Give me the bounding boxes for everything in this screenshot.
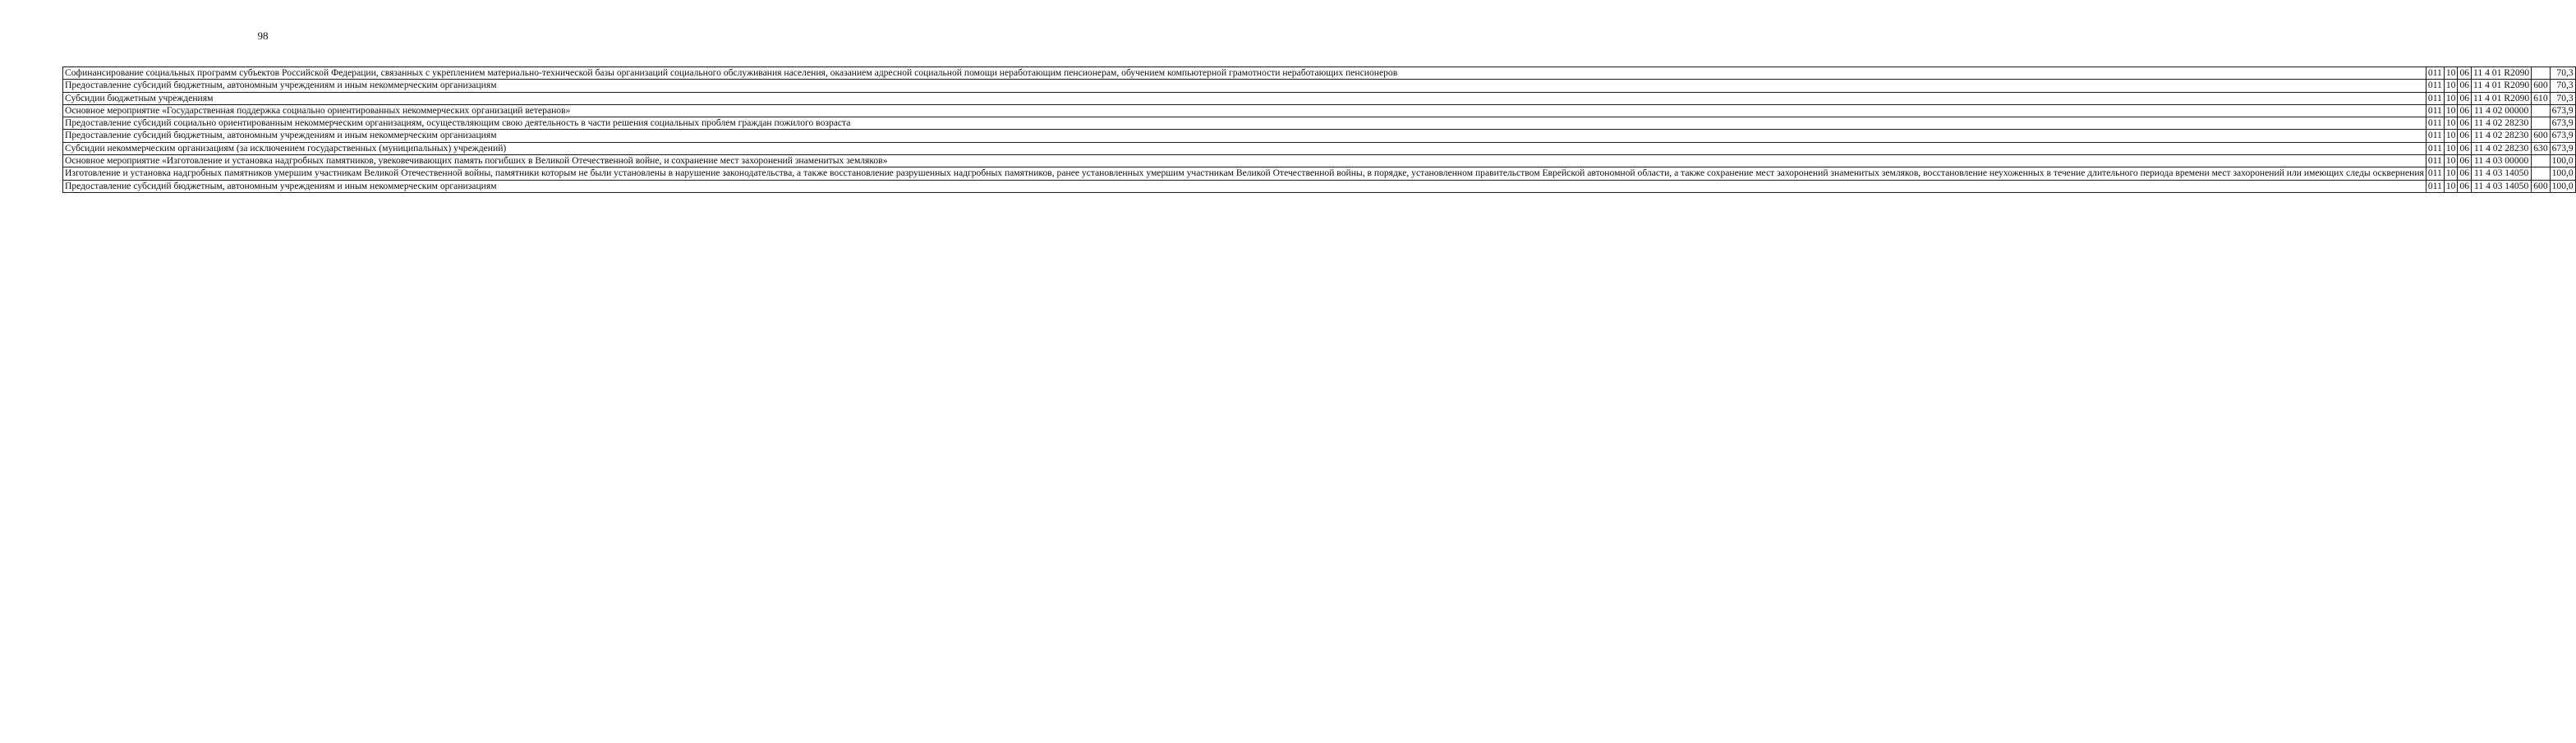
section-code: 10 [2444, 117, 2458, 130]
sum-value: 100,0 [2550, 167, 2575, 180]
sum-value: 70,3 [2550, 67, 2575, 80]
sum-value: 100,0 [2550, 155, 2575, 167]
target-article-code: 11 4 03 14050 [2472, 167, 2532, 180]
subsection-code: 06 [2458, 104, 2472, 117]
row-name: Предоставление субсидий бюджетным, автономным учреждениям и иным некоммерческим организациям [63, 180, 2426, 192]
sum-value: 70,3 [2550, 92, 2575, 104]
table-row [63, 167, 2576, 180]
subsection-code: 06 [2458, 92, 2472, 104]
expense-type-code: 610 [2532, 92, 2550, 104]
row-name: Основное мероприятие «Государственная поддержка социально ориентированных некоммерческих организаций ветеранов» [63, 104, 2426, 117]
ministry-code: 011 [2426, 155, 2444, 167]
page-number: 98 [257, 30, 269, 42]
subsection-code: 06 [2458, 155, 2472, 167]
sum-value: 673,9 [2550, 117, 2575, 130]
subsection-code: 06 [2458, 142, 2472, 154]
target-article-code: 11 4 01 R2090 [2472, 67, 2532, 80]
section-code: 10 [2444, 180, 2458, 192]
target-article-code: 11 4 02 28230 [2472, 117, 2532, 130]
sum-value: 673,9 [2550, 130, 2575, 142]
expense-type-code: 600 [2532, 80, 2550, 92]
row-name: Субсидии бюджетным учреждениям [63, 92, 2426, 104]
target-article-code: 11 4 01 R2090 [2472, 80, 2532, 92]
expense-type-code [2532, 155, 2550, 167]
target-article-code: 11 4 03 14050 [2472, 180, 2532, 192]
sum-value: 70,3 [2550, 80, 2575, 92]
table-row [63, 117, 2576, 130]
subsection-code: 06 [2458, 167, 2472, 180]
target-article-code: 11 4 01 R2090 [2472, 92, 2532, 104]
section-code: 10 [2444, 67, 2458, 80]
subsection-code: 06 [2458, 80, 2472, 92]
ministry-code: 011 [2426, 80, 2444, 92]
row-name: Изготовление и установка надгробных памятников умершим участникам Великой Отечественной войны, памятники которым не были установлены в нарушение законодательства, а также восстановление разрушенных надгробных памятников, ранее установленных умершим участникам Великой Отечественной войны, в порядке, установленном правительством Еврейской автономной области, а также сохранение мест захоронений знаменитых земляков, восстановление неухоженных в течение длительного периода времени мест захоронений или имеющих следы осквернения [63, 167, 2426, 180]
row-name: Субсидии некоммерческим организациям (за исключением государственных (муниципальных) учреждений) [63, 142, 2426, 154]
row-name: Предоставление субсидий бюджетным, автономным учреждениям и иным некоммерческим организациям [63, 80, 2426, 92]
table-row [63, 67, 2576, 80]
expense-type-code: 600 [2532, 130, 2550, 142]
expense-type-code [2532, 104, 2550, 117]
row-name: Предоставление субсидий бюджетным, автономным учреждениям и иным некоммерческим организациям [63, 130, 2426, 142]
ministry-code: 011 [2426, 104, 2444, 117]
table-row [63, 180, 2576, 192]
expense-type-code [2532, 167, 2550, 180]
ministry-code: 011 [2426, 142, 2444, 154]
subsection-code: 06 [2458, 130, 2472, 142]
table-row [63, 104, 2576, 117]
table-row [63, 92, 2576, 104]
subsection-code: 06 [2458, 180, 2472, 192]
ministry-code: 011 [2426, 180, 2444, 192]
table-row [63, 142, 2576, 154]
ministry-code: 011 [2426, 67, 2444, 80]
row-name: Основное мероприятие «Изготовление и установка надгробных памятников, увековечивающих память погибших в Великой Отечественной войне, и сохранение мест захоронений знаменитых земляков» [63, 155, 2426, 167]
target-article-code: 11 4 02 28230 [2472, 142, 2532, 154]
subsection-code: 06 [2458, 117, 2472, 130]
section-code: 10 [2444, 167, 2458, 180]
section-code: 10 [2444, 130, 2458, 142]
section-code: 10 [2444, 142, 2458, 154]
ministry-code: 011 [2426, 167, 2444, 180]
section-code: 10 [2444, 92, 2458, 104]
row-name: Софинансирование социальных программ субъектов Российской Федерации, связанных с укреплением материально-технической базы организаций социального обслуживания населения, оказанием адресной социальной помощи неработающим пенсионерам, обучением компьютерной грамотности неработающих пенсионеров [63, 67, 2426, 80]
expense-type-code [2532, 67, 2550, 80]
table-row [63, 155, 2576, 167]
sum-value: 673,9 [2550, 104, 2575, 117]
ministry-code: 011 [2426, 117, 2444, 130]
section-code: 10 [2444, 155, 2458, 167]
expense-type-code: 630 [2532, 142, 2550, 154]
ministry-code: 011 [2426, 130, 2444, 142]
section-code: 10 [2444, 104, 2458, 117]
target-article-code: 11 4 02 28230 [2472, 130, 2532, 142]
sum-value: 100,0 [2550, 180, 2575, 192]
section-code: 10 [2444, 80, 2458, 92]
subsection-code: 06 [2458, 67, 2472, 80]
expense-type-code [2532, 117, 2550, 130]
expense-type-code: 600 [2532, 180, 2550, 192]
target-article-code: 11 4 03 00000 [2472, 155, 2532, 167]
sum-value: 673,9 [2550, 142, 2575, 154]
budget-table [62, 67, 2576, 193]
row-name: Предоставление субсидий социально ориентированным некоммерческим организациям, осуществляющим свою деятельность в части решения социальных проблем граждан пожилого возраста [63, 117, 2426, 130]
table-row [63, 80, 2576, 92]
ministry-code: 011 [2426, 92, 2444, 104]
table-row [63, 130, 2576, 142]
target-article-code: 11 4 02 00000 [2472, 104, 2532, 117]
